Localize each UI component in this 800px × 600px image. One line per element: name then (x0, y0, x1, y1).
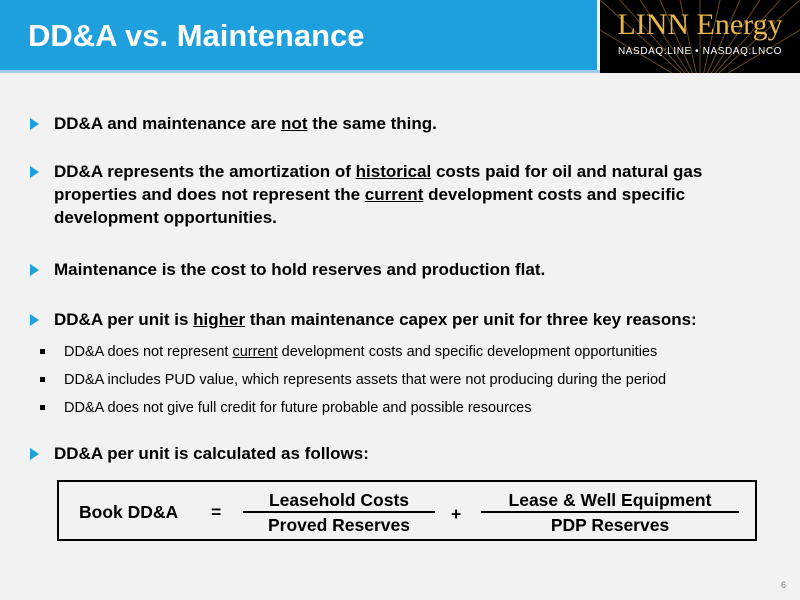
logo-wordmark: LINN Energy (617, 8, 783, 41)
fraction-numerator: Lease & Well Equipment (508, 490, 712, 510)
square-bullet-icon (40, 377, 45, 382)
bullet-item: DD&A per unit is calculated as follows: (28, 442, 369, 465)
bullet-item: DD&A represents the amortization of historical costs paid for oil and natural gas properties and does not represent the current development costs and specific development opportunities. (28, 160, 788, 229)
company-logo (600, 0, 800, 73)
fraction-bar (243, 511, 435, 513)
bullet-item: DD&A per unit is higher than maintenance capex per unit for three key reasons: (28, 308, 697, 331)
formula-box (57, 480, 757, 541)
plus-sign: + (451, 504, 462, 524)
triangle-bullet-icon (30, 118, 39, 130)
fraction-bar (481, 511, 739, 513)
equals-sign: = (211, 502, 222, 522)
slide-title: DD&A vs. Maintenance (28, 18, 365, 53)
triangle-bullet-icon (30, 264, 39, 276)
formula-lhs: Book DD&A (79, 502, 179, 522)
fraction-numerator: Leasehold Costs (268, 490, 410, 510)
triangle-bullet-icon (30, 166, 39, 178)
page-number: 6 (780, 580, 786, 590)
fraction-denominator: Proved Reserves (267, 515, 411, 535)
bullet-item: DD&A and maintenance are not the same thing. (28, 112, 437, 135)
title-bar (0, 0, 597, 70)
sub-bullet-item: DD&A includes PUD value, which represents assets that were not producing during the period (38, 366, 778, 394)
triangle-bullet-icon (30, 448, 39, 460)
fraction-leasehold (243, 490, 435, 535)
sub-bullet-item: DD&A does not represent current development costs and specific development opportunities (38, 338, 778, 366)
sub-bullet-list (28, 338, 778, 422)
fraction-equipment (481, 490, 739, 535)
square-bullet-icon (40, 405, 45, 410)
bullet-item: Maintenance is the cost to hold reserves and production flat. (28, 258, 545, 281)
square-bullet-icon (40, 349, 45, 354)
sub-bullet-item: DD&A does not give full credit for future probable and possible resources (38, 394, 778, 422)
fraction-denominator: PDP Reserves (550, 515, 670, 535)
logo-ticker-line: NASDAQ:LINE • NASDAQ:LNCO (617, 46, 783, 57)
triangle-bullet-icon (30, 314, 39, 326)
